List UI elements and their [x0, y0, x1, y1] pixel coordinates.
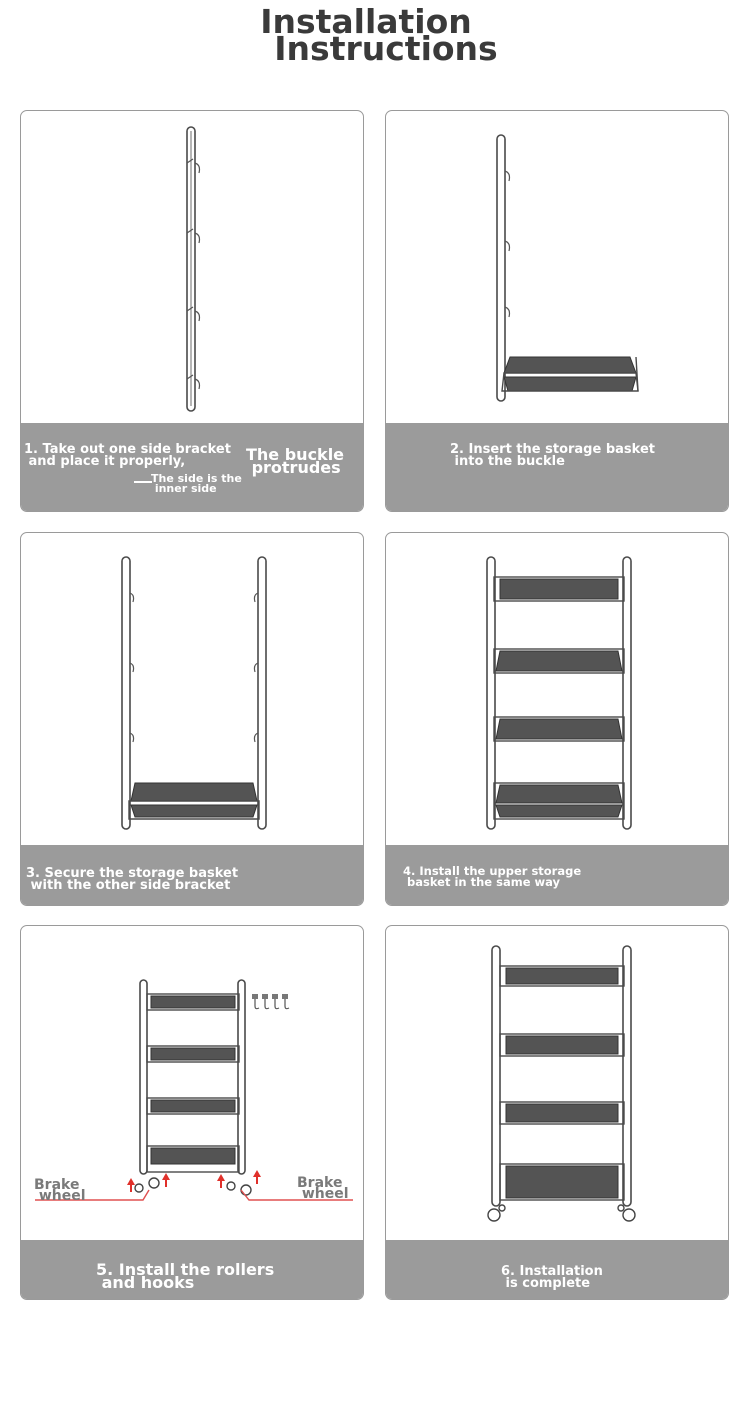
four-tier-rack-illustration: [386, 533, 729, 851]
step-4-caption-text: 4. Install the upper storage basket in the same way: [403, 864, 582, 889]
hooks-icon: [252, 994, 289, 1009]
step-1-caption-text: 1. Take out one side bracket and place it properly,: [24, 442, 231, 469]
tier-1: [494, 577, 624, 601]
step-1-side-note: The side is the inner side: [151, 472, 242, 495]
step-3-caption: [21, 845, 363, 905]
side-bracket-illustration: [21, 111, 364, 426]
inner-side-marker: [134, 481, 152, 483]
page-title: [0, 2, 750, 68]
step-6-caption-text: 6. Installation is complete: [501, 1264, 603, 1291]
step-6-card: [385, 925, 729, 1300]
tier-3: [494, 717, 624, 741]
step-2-caption: [386, 423, 728, 511]
wheel-icon: [135, 1178, 251, 1195]
tier-4: [494, 783, 624, 819]
bracket-with-basket-illustration: [386, 111, 729, 426]
title-line-1: Installation: [260, 2, 472, 41]
step-2-card: [385, 110, 729, 512]
step-4-caption: [386, 845, 728, 905]
two-brackets-with-basket-illustration: [21, 533, 364, 851]
brake-wheel-label-left: Brake wheel: [34, 1177, 86, 1204]
step-1-buckle-note: The buckle protrudes: [246, 445, 345, 477]
caster-wheels: [488, 1205, 635, 1221]
step-3-card: [20, 532, 364, 906]
step-5-card: [20, 925, 364, 1300]
completed-rack-illustration: [386, 926, 729, 1242]
brake-wheel-label-right: Brake wheel: [297, 1175, 349, 1202]
step-6-caption: [386, 1240, 728, 1299]
step-5-caption: [21, 1240, 363, 1299]
step-3-caption-text: 3. Secure the storage basket with the other side bracket: [26, 866, 239, 893]
step-4-card: [385, 532, 729, 906]
step-5-caption-text: 5. Install the rollers and hooks: [96, 1260, 275, 1292]
step-2-caption-text: 2. Insert the storage basket into the buckle: [450, 442, 655, 469]
title-line-2: Instructions: [274, 29, 498, 68]
step-1-card: [20, 110, 364, 512]
step-1-caption: [21, 423, 363, 511]
tier-2: [494, 649, 624, 673]
